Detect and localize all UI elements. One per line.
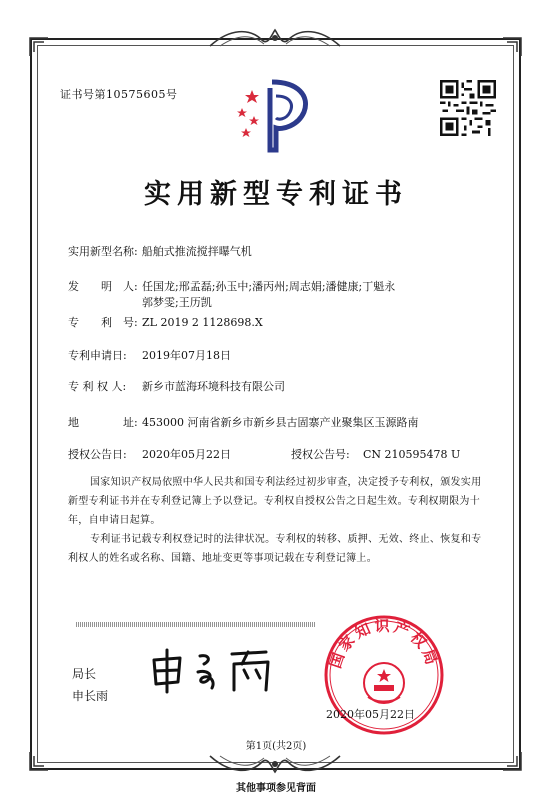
- inventor-line-2: 郭梦雯;王历凯: [142, 296, 212, 309]
- corner-ornament: [501, 36, 523, 58]
- inventor-line-1: 任国龙;邢孟磊;孙玉中;潘丙州;周志娟;潘健康;丁魁永: [142, 280, 396, 293]
- footer-note: 其他事项参见背面: [236, 783, 316, 794]
- grant-number-row: [291, 446, 460, 462]
- statement-paragraph-2: 专利证书记载专利权登记时的法律状况。专利权的转移、质押、无效、终止、恢复和专利权人的姓名或名称、国籍、地址变更等事项记载在专利登记簿上。: [68, 534, 482, 564]
- statement-paragraph-1: 国家知识产权局依照中华人民共和国专利法经过初步审查，决定授予专利权，颁发实用新型专利证书并在专利登记簿上予以登记。专利权自授权公告之日起生效。专利权期限为十年，自申请日起算。: [68, 477, 482, 526]
- grant-date-value: 2020年05月22日: [142, 448, 231, 461]
- grant-date-row: [68, 446, 231, 462]
- cnipa-logo: [232, 76, 320, 154]
- patentee-value: 新乡市蓝海环境科技有限公司: [142, 380, 285, 393]
- corner-ornament: [28, 36, 50, 58]
- patentee-row: [68, 378, 285, 394]
- director-name: 申长雨: [72, 689, 109, 703]
- seal-date: 2020年05月22日: [326, 708, 415, 721]
- filing-date-value: 2019年07月18日: [142, 349, 231, 362]
- corner-ornament: [501, 750, 523, 772]
- patentee-label: 专 利 权 人:: [68, 380, 127, 393]
- page-number: 第1页(共2页): [245, 741, 307, 752]
- filing-date-label: 专利申请日:: [68, 349, 127, 362]
- address-label: 地 址:: [68, 416, 138, 429]
- certificate-title: 实用新型专利证书: [144, 179, 408, 210]
- address-value: 453000 河南省新乡市新乡县古固寨产业聚集区玉源路南: [142, 416, 419, 429]
- handwritten-signature: [148, 644, 278, 694]
- grant-date-label: 授权公告日:: [68, 448, 127, 461]
- utility-name-label: 实用新型名称:: [68, 245, 138, 258]
- bottom-ornament: [200, 750, 350, 776]
- qr-code: [440, 80, 496, 136]
- national-emblem-icon: [364, 663, 404, 703]
- patent-number-row: [68, 314, 263, 330]
- top-ornament: [200, 26, 350, 52]
- seal-text: 国家知识产权局: [326, 616, 442, 671]
- director-title: 局长: [72, 667, 97, 681]
- patent-number-label: 专 利 号:: [68, 316, 138, 329]
- security-microtext-line: [76, 622, 316, 627]
- patent-number-value: ZL 2019 2 1128698.X: [142, 316, 263, 329]
- grant-number-value: CN 210595478 U: [363, 448, 461, 461]
- corner-ornament: [28, 750, 50, 772]
- certificate-number: 证书号第10575605号: [60, 88, 178, 101]
- grant-number-label: 授权公告号:: [291, 448, 350, 461]
- inventor-label: 发 明 人:: [68, 280, 138, 293]
- utility-name-row: [68, 243, 252, 259]
- inventor-row: [68, 278, 395, 294]
- filing-date-row: [68, 347, 231, 363]
- address-row: [68, 414, 419, 430]
- utility-name-value: 船舶式推流搅拌曝气机: [141, 245, 252, 258]
